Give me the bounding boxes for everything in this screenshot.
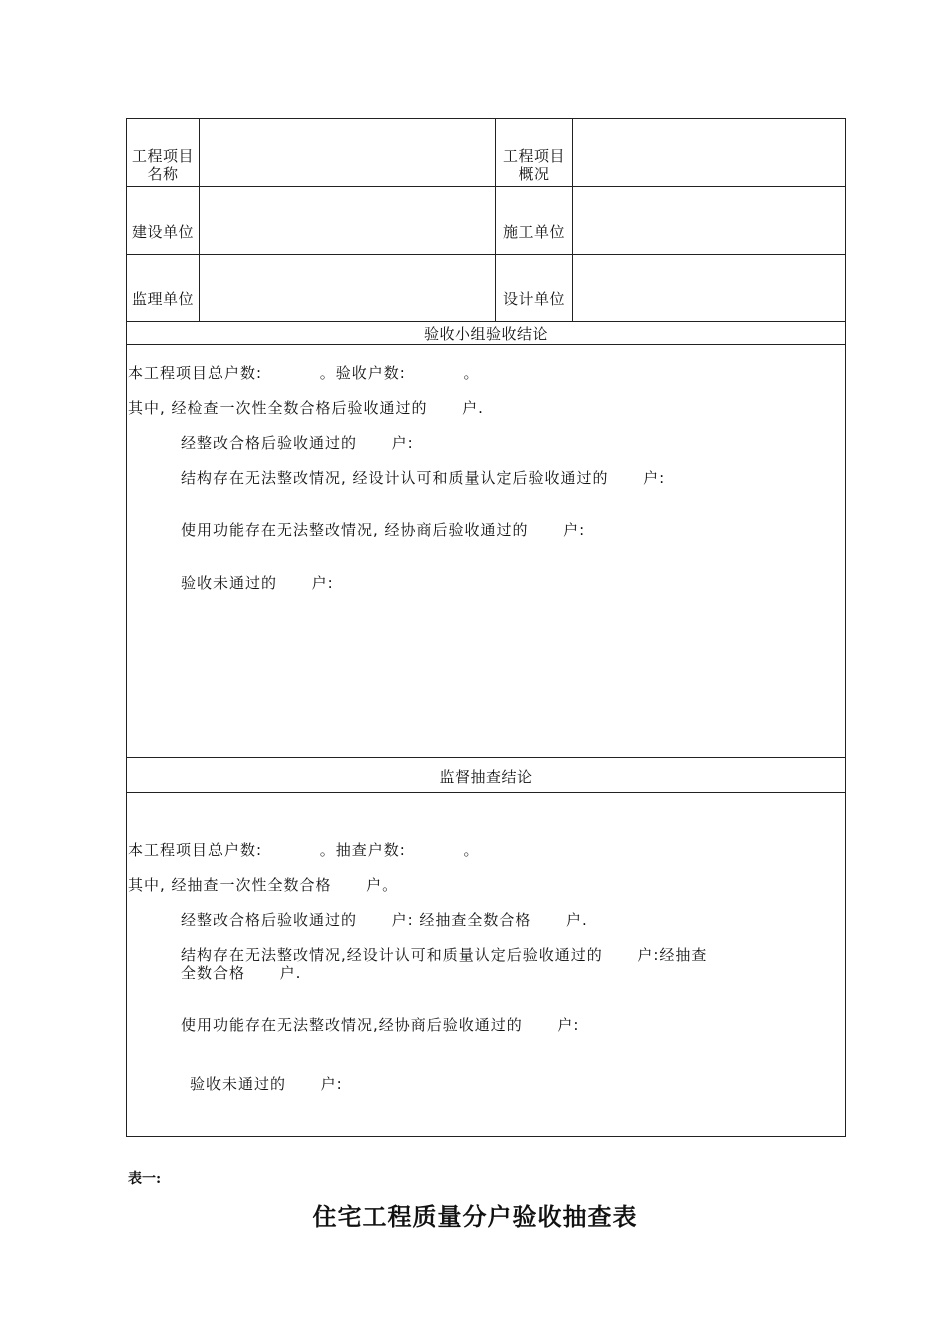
row-divider bbox=[127, 321, 845, 322]
project-name-field[interactable] bbox=[200, 119, 495, 186]
supervision-line-structural-cont: 全数合格 户. bbox=[181, 964, 302, 982]
acceptance-line-first-pass: 其中, 经检查一次性全数合格后验收通过的 户. bbox=[128, 399, 484, 417]
acceptance-line-structural: 结构存在无法整改情况, 经设计认可和质量认定后验收通过的 户: bbox=[181, 469, 666, 487]
document-title: 住宅工程质量分户验收抽查表 bbox=[312, 1202, 638, 1231]
acceptance-section-title: 验收小组验收结论 bbox=[423, 325, 548, 343]
builder-unit-label: 施工单位 bbox=[502, 223, 565, 241]
supervision-line-function: 使用功能存在无法整改情况,经协商后验收通过的 户: bbox=[181, 1016, 580, 1034]
supervision-section-title: 监督抽查结论 bbox=[439, 768, 533, 786]
design-unit-label: 设计单位 bbox=[502, 290, 565, 308]
construction-unit-label: 建设单位 bbox=[131, 223, 194, 241]
supervision-unit-label: 监理单位 bbox=[131, 290, 194, 308]
supervision-line-structural: 结构存在无法整改情况,经设计认可和质量认定后验收通过的 户:经抽查 bbox=[181, 946, 708, 964]
project-overview-field[interactable] bbox=[573, 119, 845, 186]
acceptance-line-failed: 验收未通过的 户: bbox=[181, 574, 334, 592]
supervision-line-failed: 验收未通过的 户: bbox=[190, 1075, 343, 1093]
builder-unit-field[interactable] bbox=[573, 187, 845, 254]
supervision-line-first-pass: 其中, 经抽查一次性全数合格 户。 bbox=[128, 876, 399, 894]
design-unit-field[interactable] bbox=[573, 255, 845, 321]
row-divider bbox=[127, 757, 845, 758]
table-number-label: 表一: bbox=[128, 1171, 162, 1187]
supervision-line-total: 本工程项目总户数: 。抽查户数: 。 bbox=[128, 841, 480, 859]
project-name-label: 工程项目 名称 bbox=[131, 147, 194, 183]
construction-unit-field[interactable] bbox=[200, 187, 495, 254]
acceptance-line-rectified: 经整改合格后验收通过的 户: bbox=[181, 434, 414, 452]
acceptance-table bbox=[126, 118, 846, 1137]
row-divider bbox=[127, 344, 845, 345]
acceptance-line-total: 本工程项目总户数: 。验收户数: 。 bbox=[128, 364, 480, 382]
supervision-unit-field[interactable] bbox=[200, 255, 495, 321]
row-divider bbox=[127, 792, 845, 793]
acceptance-line-function: 使用功能存在无法整改情况, 经协商后验收通过的 户: bbox=[181, 521, 586, 539]
supervision-line-rectified: 经整改合格后验收通过的 户: 经抽查全数合格 户. bbox=[181, 911, 588, 929]
project-overview-label: 工程项目 概况 bbox=[502, 147, 565, 183]
